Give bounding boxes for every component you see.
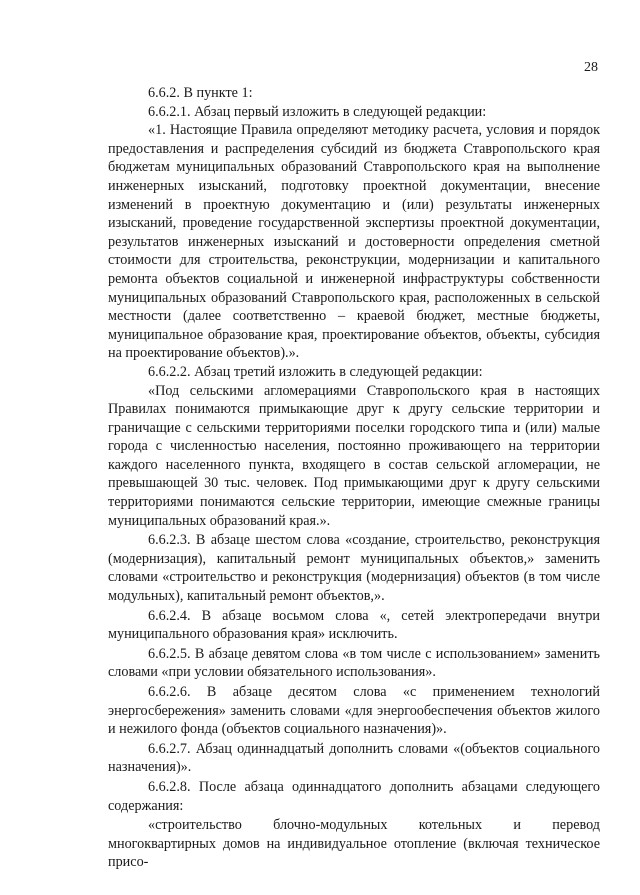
paragraph: 6.6.2.1. Абзац первый изложить в следующей редакции:	[148, 103, 487, 120]
paragraph: 6.6.2.4. В абзаце восьмом слова «, сетей электропередачи внутри муниципального образования края» исключить.	[108, 607, 600, 643]
paragraph: «1. Настоящие Правила определяют методику расчета, условия и порядок предоставления и распределения субсидий из бюджета Ставропольского края бюджетам муниципальных образований Ставропольского края на выполнение инженерных изысканий, подготовку проектной документации, внесение изменений в проектную документацию и (или) результаты инженерных изысканий, проведение государственной экспертизы проектной документации, результатов инженерных изысканий и достоверности определения сметной стоимости для строительства, реконструкции, модернизации и капитального ремонта объектов социальной и инженерной инфраструктуры собственности муниципальных образований Ставропольского края, расположенных в сельской местности (далее соответственно – краевой бюджет, местные бюджеты, муниципальное образование края, проектирование объектов, объекты, субсидия на проектирование объектов).».	[108, 122, 600, 362]
paragraph: 6.6.2.6. В абзаце десятом слова «с применением технологий энергосбережения» заменить словами «для энергообеспечения объектов жилого и нежилого фонда (объектов социального назначения)».	[108, 684, 600, 738]
page-number: 28	[584, 60, 598, 75]
paragraph: 6.6.2.8. После абзаца одиннадцатого дополнить абзацами следующего содержания:	[108, 778, 600, 814]
paragraph: 6.6.2.2. Абзац третий изложить в следующей редакции:	[148, 363, 483, 380]
paragraph: 6.6.2. В пункте 1:	[148, 85, 253, 101]
paragraph: «строительство блочно-модульных котельных и перевод многоквартирных домов на индивидуальное отопление (включая техническое присо-	[108, 817, 600, 871]
document-body	[108, 84, 600, 872]
paragraph: 6.6.2.3. В абзаце шестом слова «создание, строительство, реконструкция (модернизация), капитальный ремонт муниципальных объектов,» заменить словами «строительство и реконструкция (модернизация) объектов (в том числе модульных), капитальный ремонт объектов,».	[108, 532, 600, 605]
paragraph: «Под сельскими агломерациями Ставропольского края в настоящих Правилах понимаются примыкающие друг к другу сельские территории и граничащие с сельскими территориями поселки городского типа и (или) малые города с численностью населения, постоянно проживающего на территории каждого населенного пункта, входящего в состав сельской агломерации, не превышающей 30 тыс. человек. Под примыкающими друг к другу сельскими территориями понимаются сельские территории, имеющие смежные границы муниципальных образований края.».	[108, 382, 600, 529]
paragraph: 6.6.2.5. В абзаце девятом слова «в том числе с использованием» заменить словами «при условии обязательного использования».	[108, 645, 600, 681]
paragraph: 6.6.2.7. Абзац одиннадцатый дополнить словами «(объектов социального назначения)».	[108, 740, 600, 776]
